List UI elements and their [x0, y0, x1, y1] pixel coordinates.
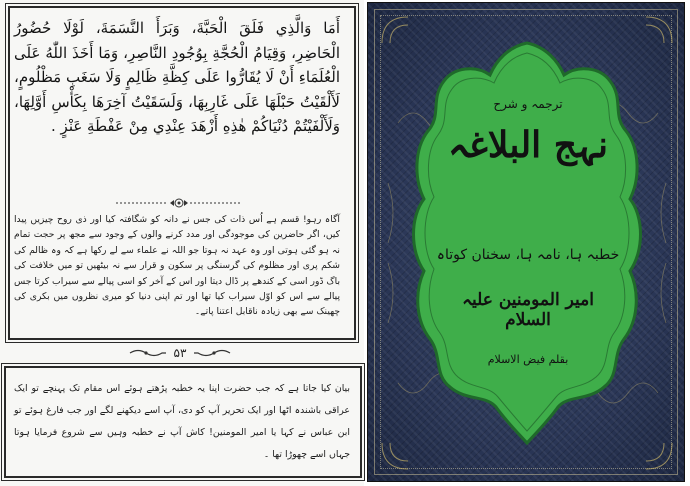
left-flourish-icon — [128, 348, 168, 358]
page-number-row — [110, 345, 250, 361]
cover-title: نہج البلاغہ — [447, 124, 609, 166]
cover-translator: بقلم فیض الاسلام — [487, 353, 569, 366]
cover-subtitle: ترجمہ و شرح — [493, 97, 563, 111]
arabic-sermon-text: أَمَا وَالَّذِي فَلَقَ الْحَبَّةَ، وَبَرَأَ النَّسَمَةَ، لَوْلَا حُضُورُ الْحَاضِرِ، وَقِيَامُ الْحُجَّةِ بِوُجُودِ النَّاصِرِ، وَمَا أَخَذَ اللّٰهُ عَلَى الْعُلَمَاءِ أَنْ لَا يُقَارُّوا عَلَى كِظَّةِ ظَالِمٍ وَلَا سَغَبِ مَظْلُومٍ، لَأَلْقَيْتُ حَبْلَهَا عَلَى غَارِبِهَا، وَلَسَقَيْتُ آخِرَهَا بِكَأْسِ أَوَّلِهَا، وَلَأَلْفَيْتُمْ دُنْيَاكُمْ هٰذِهِ أَزْهَدَ عِنْدِي مِنْ عَفْطَةِ عَنْزٍ . — [14, 19, 340, 135]
cover-description: خطبہ ہا، نامہ ہا، سخنان کوتاہ — [436, 247, 620, 263]
book-cover — [367, 2, 685, 482]
ornament-divider — [110, 196, 248, 210]
footnote-text: بیان کیا جاتا ہے کہ جب حضرت اپنا یہ خطبہ پڑھتے ہوئے اس مقام تک پہنچے تو ایک عراقی باشندہ اٹھا اور ایک تحریر آپ کو دی، آپ اسے دیکھنے لگے اور جب فارغ ہوئے تو ابن عباس نے کہا یا امیر المومنین! کاش آپ نے خطبہ وہیں سے شروع فرمایا ہوتا جہاں اسے چھوڑا تھا ۔ — [14, 383, 350, 460]
cover-author: امیر المومنین علیہ السلام — [462, 290, 594, 330]
urdu-translation-text: آگاہ رہو! قسم ہے اُس ذات کی جس نے دانہ کو شگافتہ کیا اور ذی روح چیزیں پیدا کیں، اگر حاضرین کی موجودگی اور مدد کرنے والوں کے وجود سے مجھ پر حجت تمام نہ ہو گئی ہوتی اور وہ عہد نہ ہوتا جو اللہ نے علماء سے لے رکھا ہے کہ وہ ظالم کی شکم پری اور مظلوم کی گرسنگی پر سکون و قرار سے نہ بیٹھیں تو میں خلافت کی باگ ڈور اسی کے کندھے پر ڈال دیتا اور اس کے آخر کو اسی پیالے سے سیراب کرتا جس پیالے سے اس کو اوّل سیراب کیا تھا اور تم اپنی دنیا کو میری نظروں میں بکری کی چھینک سے بھی زیادہ ناقابل اعتنا پاتے۔ — [14, 214, 340, 318]
cover-ornament — [368, 3, 686, 483]
right-flourish-icon — [192, 348, 232, 358]
page-number: ۵۳ — [173, 346, 187, 360]
